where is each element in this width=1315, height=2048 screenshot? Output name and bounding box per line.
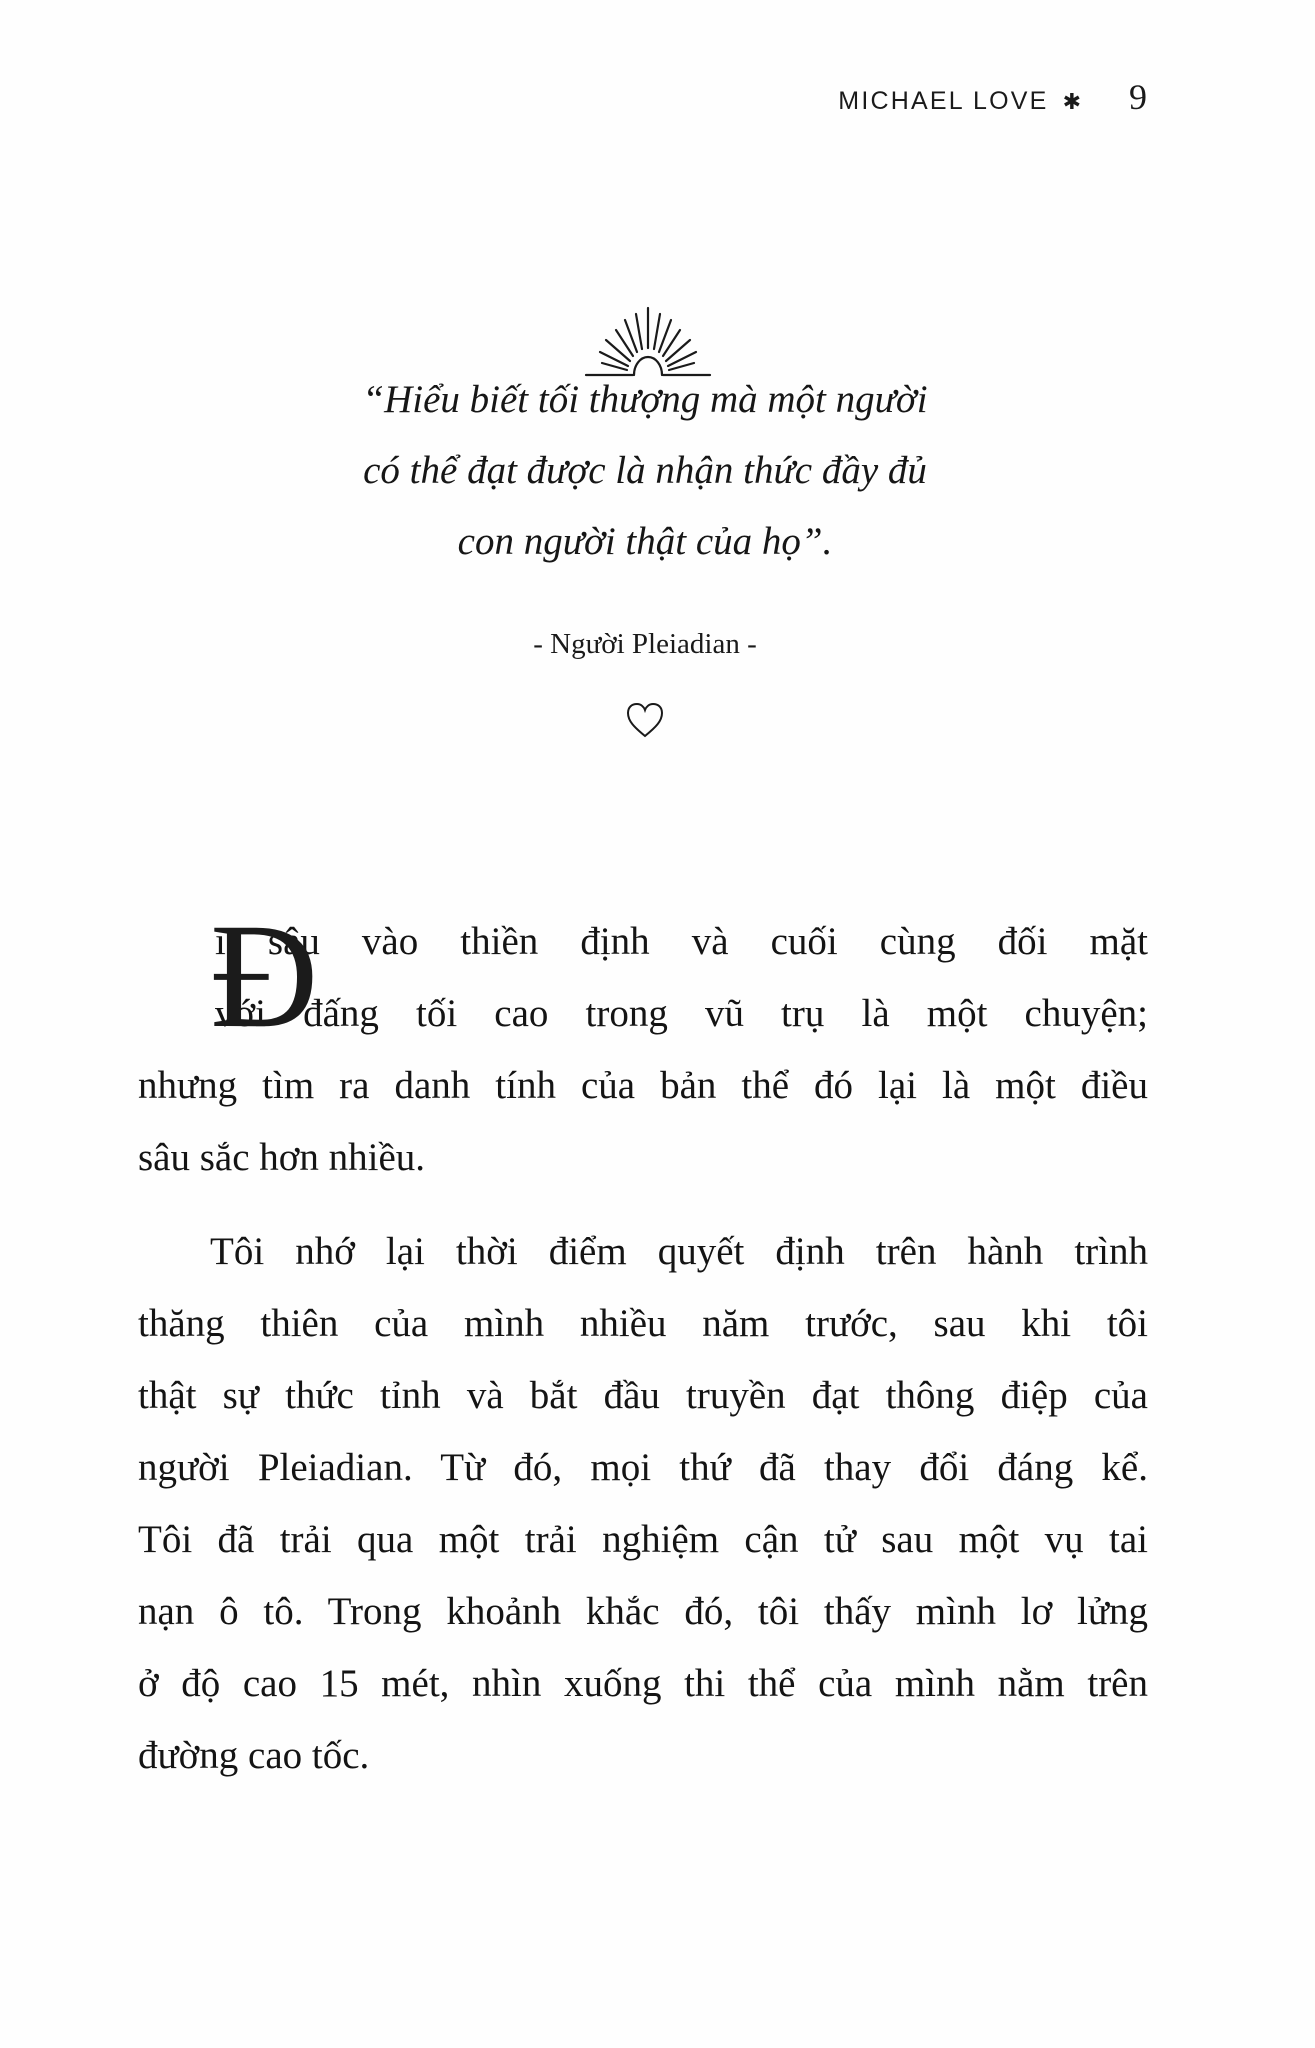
body-line: i sâu vào thiền định và cuối cùng đối mặt — [215, 920, 1148, 963]
epigraph-attribution: - Người Pleiadian - — [533, 628, 757, 660]
body-line: sâu sắc hơn nhiều. — [138, 1136, 426, 1179]
epigraph-quote — [200, 364, 1090, 577]
body-line: với đấng tối cao trong vũ trụ là một chuyện; — [215, 992, 1148, 1035]
body-paragraph-2 — [138, 1216, 1148, 1792]
running-head-author: MICHAEL LOVE — [838, 87, 1049, 115]
body-line: thăng thiên của mình nhiều năm trước, sau khi tôi — [138, 1302, 1148, 1345]
heart-outline-icon — [624, 700, 666, 740]
body-line: Tôi nhớ lại thời điểm quyết định trên hành trình — [210, 1230, 1148, 1273]
body-line: thật sự thức tỉnh và bắt đầu truyền đạt thông điệp của — [138, 1374, 1148, 1417]
body-line: người Pleiadian. Từ đó, mọi thứ đã thay đổi đáng kể. — [138, 1446, 1148, 1489]
drop-cap: Đ — [210, 893, 319, 1059]
running-head — [838, 76, 1147, 118]
epigraph-line: con người thật của họ”. — [457, 520, 833, 563]
page-number: 9 — [1129, 77, 1147, 117]
body-line: đường cao tốc. — [138, 1734, 370, 1777]
body-line: nhưng tìm ra danh tính của bản thể đó lại là một điều — [138, 1064, 1148, 1107]
asterisk-separator-icon: ✱ — [1062, 89, 1081, 114]
epigraph-line: có thể đạt được là nhận thức đầy đủ — [363, 449, 927, 492]
body-line: Tôi đã trải qua một trải nghiệm cận tử sau một vụ tai — [138, 1518, 1148, 1561]
body-paragraph-1 — [138, 893, 1148, 1194]
body-line: nạn ô tô. Trong khoảnh khắc đó, tôi thấy mình lơ lửng — [138, 1590, 1148, 1633]
body-line: ở độ cao 15 mét, nhìn xuống thi thể của mình nằm trên — [138, 1662, 1148, 1705]
epigraph-line: “Hiểu biết tối thượng mà một người — [362, 378, 928, 421]
